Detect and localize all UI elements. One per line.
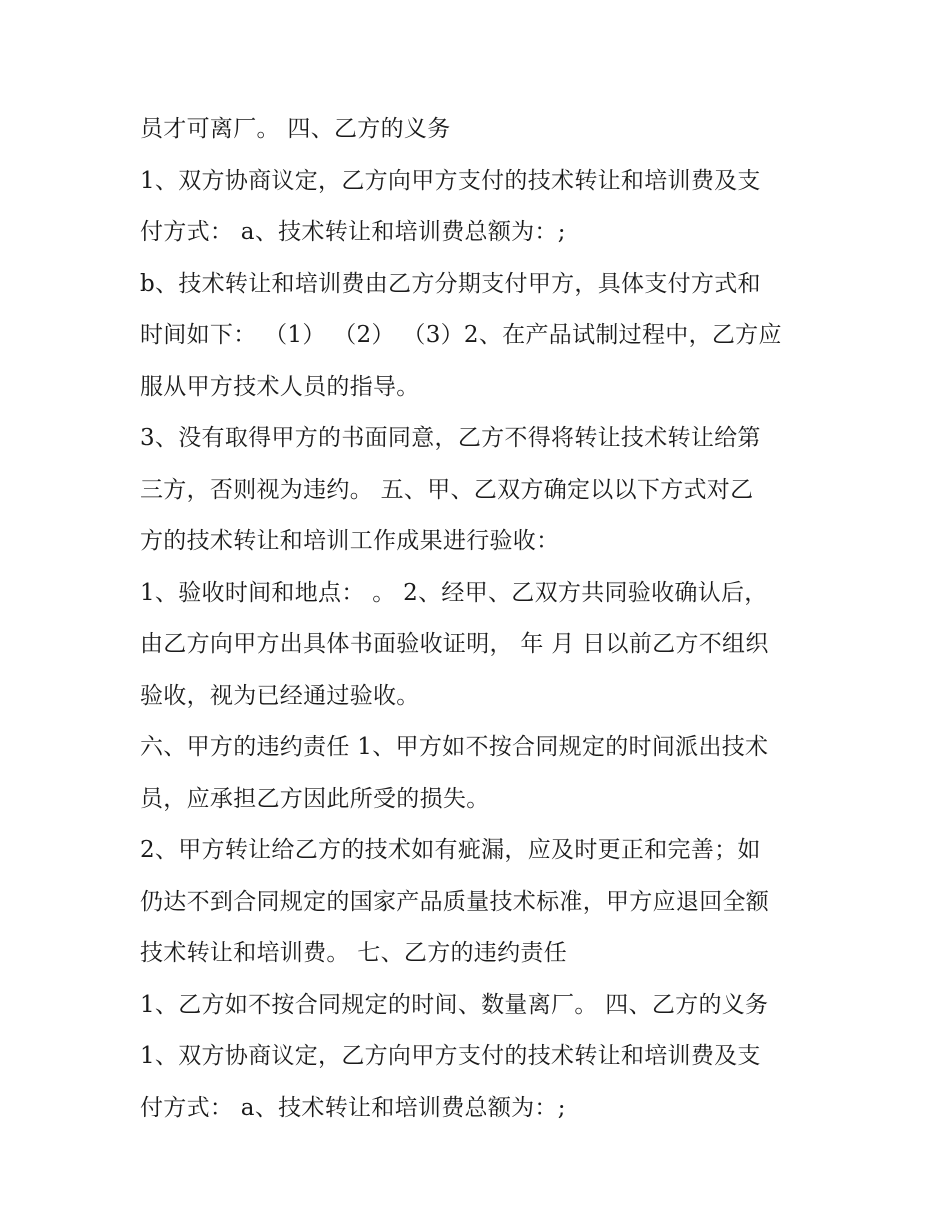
text-line: 时间如下： （1） （2） （3）2、在产品试制过程中，乙方应 <box>140 322 782 348</box>
text-line: b、技术转让和培训费由乙方分期支付甲方，具体支付方式和 <box>140 270 761 297</box>
text-line: 员，应承担乙方因此所受的损失。 <box>140 785 490 812</box>
text-line: 六、甲方的违约责任 1、甲方如不按合同规定的时间派出技术 <box>140 734 769 760</box>
text-line: 1、双方协商议定，乙方向甲方支付的技术转让和培训费及支 <box>140 167 761 194</box>
text-line: 付方式： a、技术转让和培训费总额为：; <box>140 219 566 245</box>
text-line: 1、乙方如不按合同规定的时间、数量离厂。 四、乙方的义务 <box>140 991 769 1018</box>
text-line: 3、没有取得甲方的书面同意，乙方不得将转让技术转让给第 <box>140 425 761 451</box>
document-body <box>140 104 840 1134</box>
text-line: 2、甲方转让给乙方的技术如有疵漏，应及时更正和完善；如 <box>140 837 761 863</box>
text-line: 服从甲方技术人员的指导。 <box>140 373 420 400</box>
text-line: 技术转让和培训费。 七、乙方的违约责任 <box>140 940 568 966</box>
text-line: 员才可离厂。 四、乙方的义务 <box>140 116 451 142</box>
text-line: 1、双方协商议定，乙方向甲方支付的技术转让和培训费及支 <box>140 1043 761 1069</box>
text-line: 1、验收时间和地点： 。 2、经甲、乙双方共同验收确认后， <box>140 579 768 606</box>
text-line: 仍达不到合同规定的国家产品质量技术标准，甲方应退回全额 <box>140 888 770 915</box>
text-line: 付方式： a、技术转让和培训费总额为：; <box>140 1094 566 1121</box>
text-line: 验收，视为已经通过验收。 <box>140 682 420 709</box>
text-line: 三方，否则视为违约。 五、甲、乙双方确定以以下方式对乙 <box>140 476 754 503</box>
text-line: 方的技术转让和培训工作成果进行验收： <box>140 528 560 554</box>
text-line: 由乙方向甲方出具体书面验收证明， 年 月 日以前乙方不组织 <box>140 631 769 657</box>
